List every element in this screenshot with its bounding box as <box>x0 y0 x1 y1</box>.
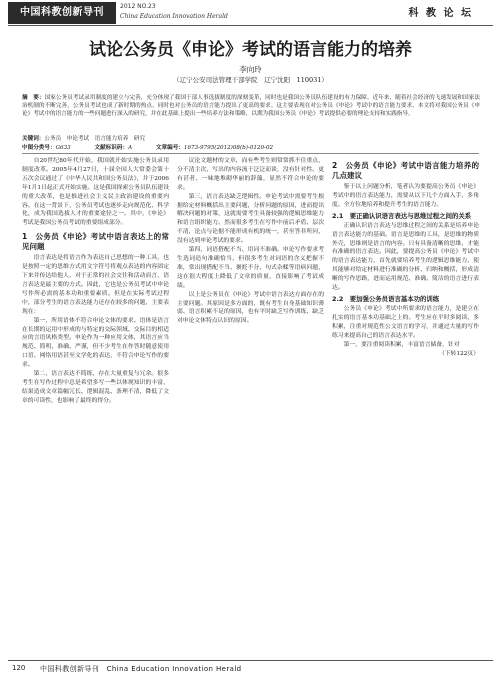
paragraph: 第四，词语搭配不当、用词不准确。申论写作要求考生选词造句准确恰当，但很多考生对词语的含义把握不准，常出现搭配不当、褒贬不分、句式杂糅等语病问题，这在很大程度上降低了文章的质量，直接影响了考试成绩。 <box>177 247 324 289</box>
paragraph: 第三，语言表达缺乏逻辑性。申论考试中需要考生根据给定材料概括出主要问题，分析问题的原因，进而提出解决问题的对策，这就需要考生具备较强的逻辑思维能力和语言组织能力。然而很多考生在写作中前后矛盾、层次不清，论点与论据不能形成有机的统一，甚至答非所问，没有达到申论考试的要求。 <box>177 193 324 245</box>
paragraph: 公务员《申论》考试中所要求的语言能力，是建立在扎实的语言基本功基础之上的。考生应在平时多阅读、多积累，注重对规范性公文语言的学习，并通过大量的写作练习来提高自己的语言表达水平。 <box>332 305 479 339</box>
body-column-1 <box>22 157 169 406</box>
page-number: 120 <box>12 664 26 672</box>
paragraph: 以上是公务员在《申论》考试中语言表达方面存在的主要问题。其原因是多方面的，既有考生自身基础知识薄弱、语言积累不足的原因，也有平时缺乏写作训练、缺乏对申论文体特点认识的原因。 <box>177 291 324 325</box>
paragraph: 正确认识语言表达与思维过程之间的关系是培养申论语言表达能力的基础。语言是思维的工具，是思维的物质外壳，思维则是语言的内容。只有具备清晰的思维，才能有准确的语言表达。因此，要提高公务员《申论》考试中的语言表达能力，首先就要培养考生的逻辑思维能力，使其能够对给定材料进行准确的分析、归纳和概括，形成清晰的写作思路，进而运用规范、准确、简洁的语言进行表达。 <box>332 222 479 292</box>
article-no-field: 文章编号：1673-9795(2012)08(b)-0120-02 <box>155 145 274 151</box>
continued-note: （下转122页） <box>438 350 479 357</box>
doc-code-field: 文献标识码：A <box>94 145 133 151</box>
paragraph: 语言表达是将语言作为表达自己思想的一种工具，也是按照一定的思维方式用文字符号将观点表达的内容固定下来并传达给他人，对于正常的社会交往和活动而言，语言表达是最主要的方式。因此，它也是公务员考试中申论写作所必需的基本功和重要素质。但是在实际考试过程中，部分考生的语言表达能力还存在较多的问题，主要表现在： <box>22 255 169 315</box>
footer-rule <box>8 660 493 661</box>
footer-journal-name: 中国科教创新导刊 China Education Innovation Herald <box>40 665 242 673</box>
paragraph: 鉴于以上问题分析，笔者认为要提高公务员《申论》考试中的语言表达能力，需要从以下几个方面入手，多角度、全方位地培养和提升考生的语言能力。 <box>332 184 479 208</box>
journal-name: 中国科教创新导刊 <box>8 2 116 24</box>
paragraph: 自20世纪80年代开始，我国就开始实施公务员录用制度改革。2005年4月27日，十届全国人大常委会第十五次会议通过了《中华人民共和国公务员法》，并于2006年1月1日起正式开始实施。这是我国探索公务员队伍建设的重大改革，也是推进社会主义民主政治建设的重要内容。在这一背景下，公务员考试也逐步走向规范化、科学化，成为我国选拔人才的重要途径之一。其中，《申论》考试是我国公务员考试的重要组成部分。 <box>22 158 169 227</box>
paragraph: 第一，所用语体不符合申论文体的要求。语体是语言在长期的运用中形成的与特定的交际领域、交际目的相适应的言语风格类型。申论作为一种应用文体，其语言应当规范、简明、准确、严谨，但不少考生在作答时随意使用口语、网络用语甚至文学化的表达，不符合申论写作的要求。 <box>22 317 169 369</box>
subsection-heading: 2.1 要正确认识语言表达与思维过程之间的关系 <box>332 211 472 220</box>
paragraph: 议论文题材的文章，而有些考生则常常抓不住重点，分不清主次，写出的内容流于泛泛而谈，没有针对性。更有甚者，一味地堆砌华丽的辞藻，显然不符合申论的要求。 <box>177 158 324 191</box>
abstract-label: 摘 要： <box>22 95 45 101</box>
classification-line <box>22 143 480 151</box>
author-affiliation: （辽宁公安司法管理干部学院 辽宁沈阳 110031） <box>173 76 328 84</box>
journal-english-name: China Education Innovation Herald <box>120 13 228 20</box>
keywords <box>22 134 480 142</box>
running-header <box>0 0 501 26</box>
paragraph: 第一，要注重阅读积累，丰富语言储备，针对 <box>343 341 460 348</box>
section-heading: 2 公务员《申论》考试中语言能力培养的几点建议 <box>332 161 479 180</box>
abstract <box>22 94 480 118</box>
subsection-heading: 2.2 要加强公务员语言基本功的训练 <box>332 294 440 303</box>
abstract-rule <box>22 153 479 154</box>
header-rule <box>8 25 493 26</box>
body-column-2 <box>177 157 324 326</box>
keywords-label: 关键词： <box>22 136 45 142</box>
doc-code-value: A <box>128 145 133 151</box>
clc-field: 中图分类号：G633 <box>22 145 71 151</box>
issue-number: 2012 NO.23 <box>120 3 156 10</box>
keywords-text: 公务员 申论考试 语言能力培养 研究 <box>44 136 146 142</box>
article-no-value: 1673-9795(2012)08(b)-0120-02 <box>183 145 274 151</box>
page-footer <box>0 660 501 676</box>
abstract-text: 国家公务员考试录用制度的建立与完善，充分体现了我国干部人事选拔制度的深刻变革，同时也是我国公务员队伍建设的有力保障。近年来，随着社会经济的飞速发展和国家法治机制的不断完善，公务员考试也成了新时期的热点，同时也对公务员的语言能力提出了更高的要求。这主要表现在对公务员《申论》考试中的语言能力要求，本文将对我国公务员《申论》考试中的语言能力的一些问题进行深入的研究，并在此基础上提出一些培养方法和策略，以期为我国公务员《申论》考试提供必要的理论支持和实践指导。 <box>22 95 480 117</box>
paragraph: 第二，语言表达不简练，存在大量重复与冗余。很多考生在写作过程中总是希望多写一些以体现知识的丰富，结果造成文章篇幅冗长、逻辑混乱、条理不清，降低了文章的可读性，也影响了最终的得分。 <box>22 371 169 404</box>
article-title: 试论公务员《申论》考试的语言能力的培养 <box>89 40 412 60</box>
column-name: 科 教 论 坛 <box>408 8 473 19</box>
body-column-3 <box>332 157 479 358</box>
author-name: 李向玲 <box>239 65 262 74</box>
section-heading: 1 公务员《申论》考试中语言表达上的常见问题 <box>22 232 169 252</box>
clc-value: G633 <box>55 145 71 151</box>
